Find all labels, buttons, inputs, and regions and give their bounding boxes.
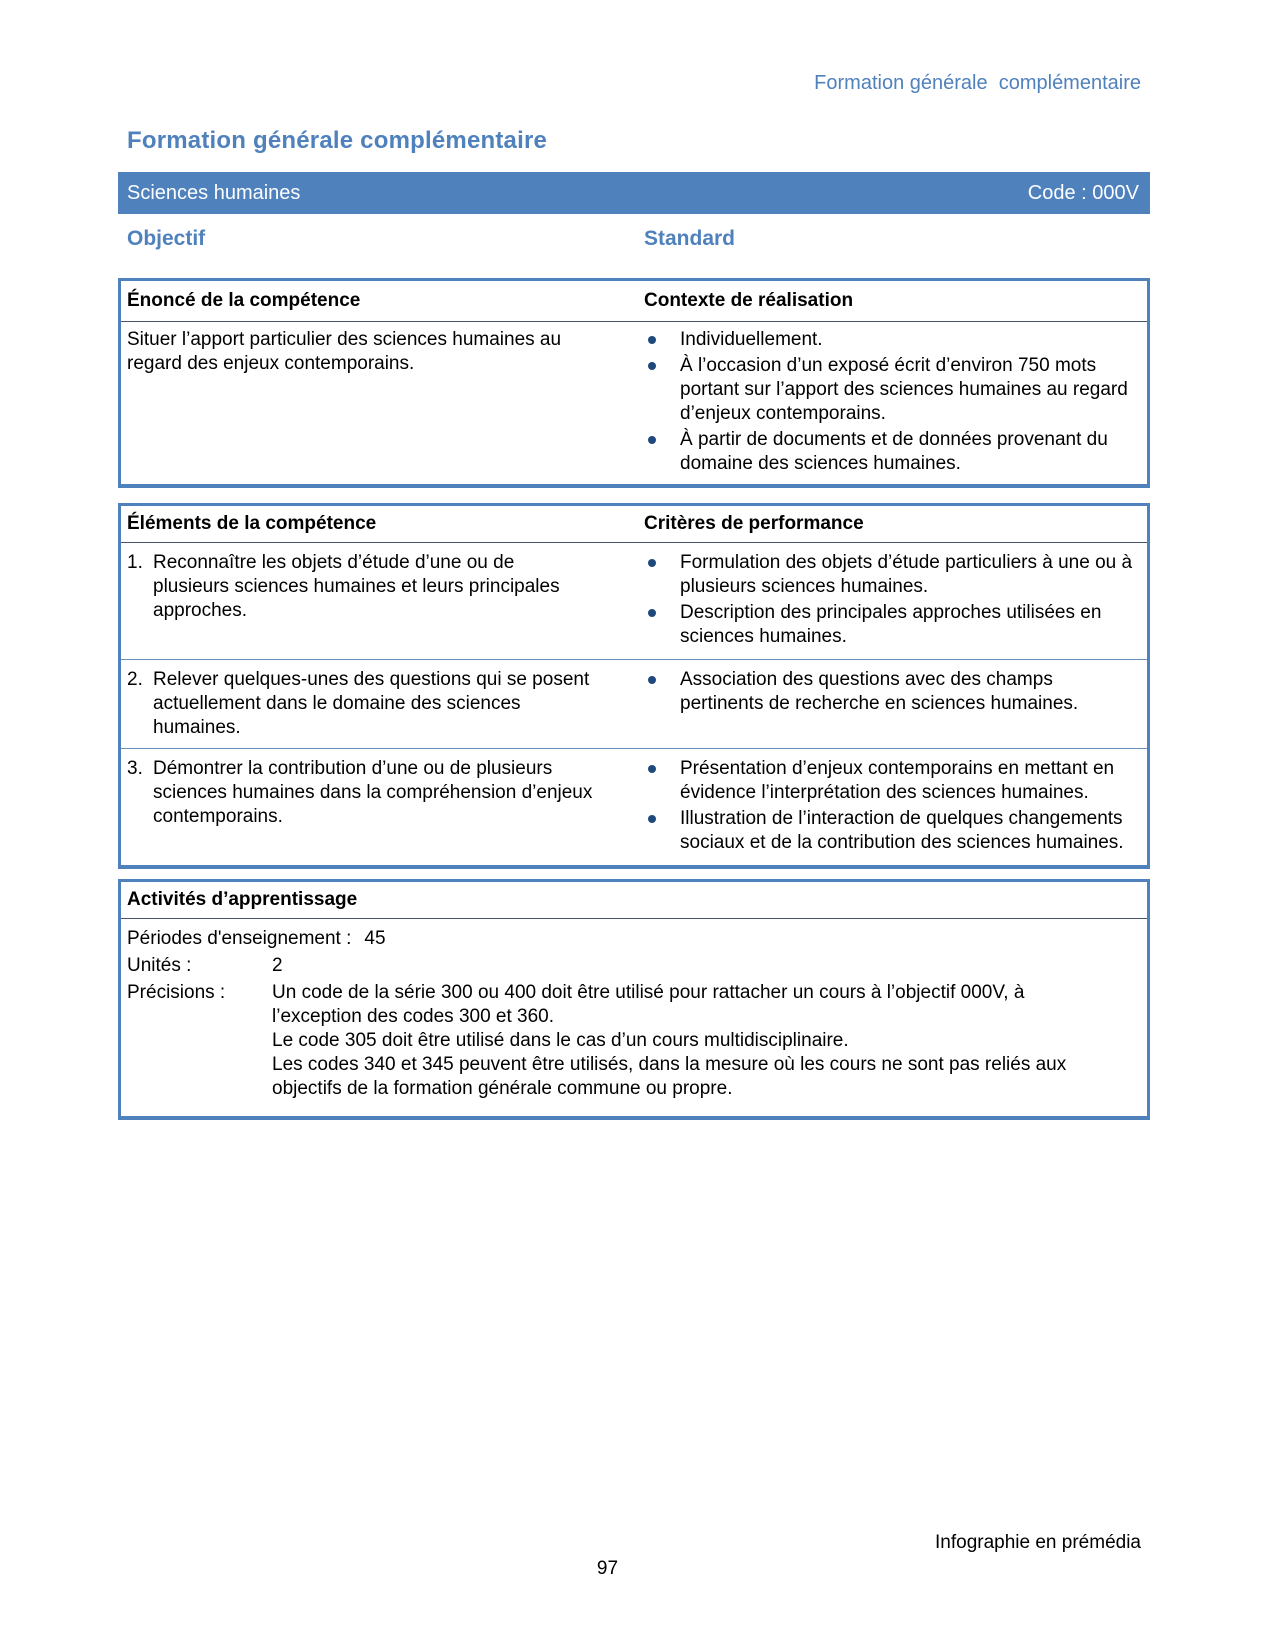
elements-table-header — [121, 506, 1147, 543]
heading-standard: Standard — [644, 227, 736, 250]
element-item — [127, 668, 594, 740]
element-item — [127, 757, 594, 829]
main-content — [118, 278, 1150, 1120]
context-bullet: À partir de documents et de données provenant du domaine des sciences humaines. — [644, 428, 1135, 476]
criteria-bullet: Illustration de l’interaction de quelques changements sociaux et de la contribution des sciences humaines. — [644, 807, 1135, 855]
periods-line — [127, 927, 1137, 951]
context-bullet-list — [644, 328, 1135, 476]
subject-banner — [118, 172, 1150, 214]
header-criteres: Critères de performance — [644, 513, 864, 534]
criteria-bullet: Description des principales approches utilisées en sciences humaines. — [644, 601, 1135, 649]
criteria-bullet: Présentation d’enjeux contemporains en mettant en évidence l’interprétation des sciences humaines. — [644, 757, 1135, 805]
units-line — [127, 954, 1137, 978]
activities-header: Activités d’apprentissage — [121, 882, 1147, 919]
precisions-content — [259, 981, 1102, 1101]
context-bullet: Individuellement. — [644, 328, 1135, 352]
precisions-line — [127, 981, 1137, 1101]
column-headings — [118, 227, 1150, 251]
element-text: Démontrer la contribution d’une ou de plusieurs sciences humaines dans la compréhension d’enjeux contemporains. — [153, 758, 593, 827]
page-title: Formation générale complémentaire — [127, 127, 548, 154]
header-elements: Éléments de la compétence — [127, 513, 377, 534]
element-number: 1. — [127, 552, 143, 573]
header-contexte: Contexte de réalisation — [644, 290, 854, 311]
competence-table — [118, 278, 1150, 488]
precisions-paragraph: Le code 305 doit être utilisé dans le cas d’un cours multidisciplinaire. — [272, 1030, 849, 1051]
footer-note: Infographie en prémédia — [935, 1532, 1141, 1553]
criteria-bullet: Association des questions avec des champs pertinents de recherche en sciences humaines. — [644, 668, 1135, 716]
criteria-bullet: Formulation des objets d’étude particuliers à une ou à plusieurs sciences humaines. — [644, 551, 1135, 599]
periods-label: Périodes d'enseignement : — [127, 928, 352, 949]
precisions-label: Précisions : — [127, 982, 226, 1003]
precisions-paragraph: Les codes 340 et 345 peuvent être utilisés, dans la mesure où les cours ne sont pas reliés aux objectifs de la formation générale commune ou propre. — [272, 1054, 1067, 1099]
criteria-list — [644, 668, 1135, 716]
element-text: Relever quelques-unes des questions qui se posent actuellement dans le domaine des sciences humaines. — [153, 669, 590, 738]
element-text: Reconnaître les objets d’étude d’une ou de plusieurs sciences humaines et leurs principales approches. — [153, 552, 560, 621]
elements-table — [118, 503, 1150, 869]
periods-value: 45 — [364, 928, 386, 949]
element-row — [121, 749, 1147, 865]
precisions-paragraph: Un code de la série 300 ou 400 doit être utilisé pour rattacher un cours à l’objectif 000V, à l’exception des codes 300 et 360. — [272, 982, 1025, 1027]
context-bullet: À l’occasion d’un exposé écrit d’environ 750 mots portant sur l’apport des sciences humaines au regard d’enjeux contemporains. — [644, 354, 1135, 426]
competence-table-header — [121, 281, 1147, 322]
criteria-list — [644, 551, 1135, 649]
units-label: Unités : — [127, 955, 192, 976]
banner-subject: Sciences humaines — [127, 182, 301, 204]
element-row — [121, 543, 1147, 660]
activities-box — [118, 879, 1150, 1120]
element-number: 2. — [127, 669, 143, 690]
page-number: 97 — [596, 1558, 619, 1579]
competence-statement: Situer l’apport particulier des sciences humaines au regard des enjeux contemporains. — [127, 329, 562, 374]
header-enonce: Énoncé de la compétence — [127, 290, 361, 311]
banner-code: Code : 000V — [1027, 182, 1139, 204]
running-header: Formation générale complémentaire — [814, 72, 1141, 94]
units-value: 2 — [272, 955, 283, 976]
competence-table-body — [121, 322, 1147, 484]
element-row — [121, 660, 1147, 749]
element-number: 3. — [127, 758, 143, 779]
element-item — [127, 551, 594, 623]
activities-body — [121, 919, 1147, 1116]
criteria-list — [644, 757, 1135, 855]
heading-objectif: Objectif — [127, 227, 206, 250]
